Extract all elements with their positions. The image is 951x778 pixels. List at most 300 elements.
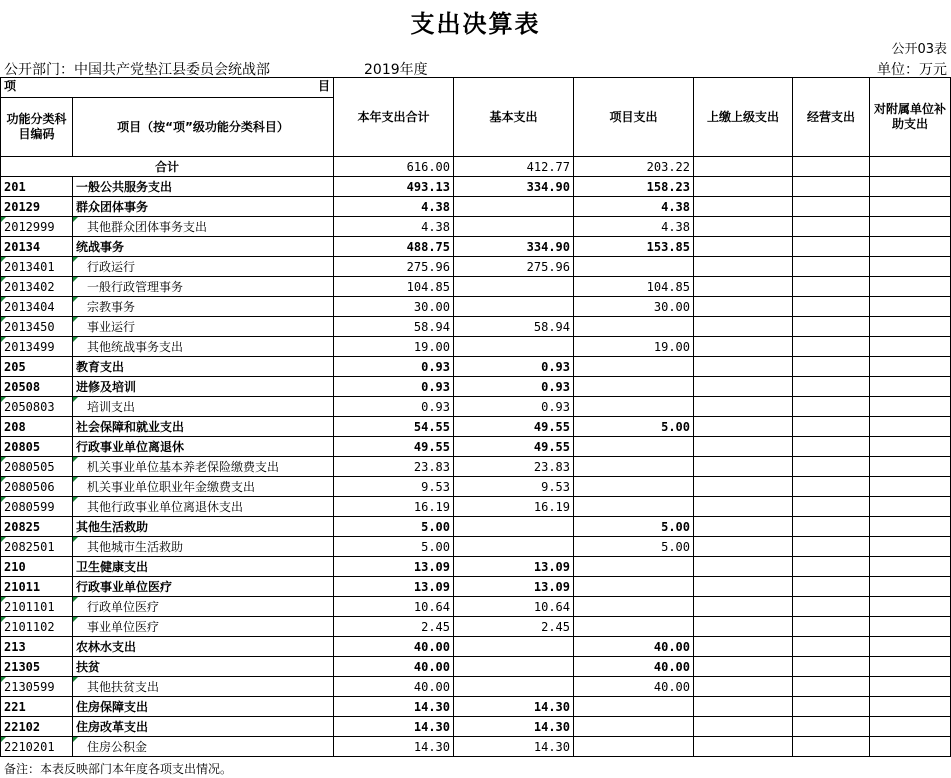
table-row [1,417,951,437]
name-cell: 其他生活救助 [73,517,334,537]
total-cell: 16.19 [334,497,454,517]
total-cell: 493.13 [334,177,454,197]
business-cell [793,537,870,557]
unit-label: 单位：万元 [877,62,947,78]
code-cell [1,457,73,477]
basic-cell [454,677,574,697]
code-text: 2210201 [4,739,55,754]
name-text: 一般行政管理事务 [87,279,184,294]
upper-cell [694,457,793,477]
name-cell: 一般公共服务支出 [73,177,334,197]
name-text: 机关事业单位职业年金缴费支出 [87,479,256,494]
project-cell: 4.38 [574,217,694,237]
business-cell [793,257,870,277]
upper-cell [694,237,793,257]
cell-marker-icon [73,217,78,222]
subsidy-cell [870,257,951,277]
table-row [1,597,951,617]
total-cell: 14.30 [334,717,454,737]
code-cell [1,217,73,237]
subsidy-cell [870,537,951,557]
basic-cell [454,217,574,237]
name-cell: 教育支出 [73,357,334,377]
business-cell [793,497,870,517]
subsidy-cell [870,417,951,437]
table-row [1,497,951,517]
name-cell [73,457,334,477]
table-row [1,737,951,757]
cell-marker-icon [73,477,78,482]
subsidy-cell [870,577,951,597]
name-cell: 统战事务 [73,237,334,257]
total-cell: 40.00 [334,637,454,657]
name-cell [73,337,334,357]
total-cell: 54.55 [334,417,454,437]
basic-cell: 14.30 [454,697,574,717]
code-text: 2101102 [4,619,55,634]
total-cell: 0.93 [334,397,454,417]
business-cell [793,717,870,737]
table-row [1,577,951,597]
total-cell: 2.45 [334,617,454,637]
cell-marker-icon [1,617,6,622]
upper-cell [694,437,793,457]
total-project: 203.22 [574,157,694,177]
total-cell: 14.30 [334,697,454,717]
project-cell: 5.00 [574,537,694,557]
header-xiang: 项 [4,79,17,93]
project-cell [574,577,694,597]
total-cell: 30.00 [334,297,454,317]
upper-cell [694,257,793,277]
total-cell: 5.00 [334,537,454,557]
basic-cell: 275.96 [454,257,574,277]
business-cell [793,657,870,677]
code-text: 2013404 [4,299,55,314]
project-cell: 5.00 [574,417,694,437]
total-cell: 13.09 [334,557,454,577]
basic-cell: 9.53 [454,477,574,497]
code-cell: 213 [1,637,73,657]
total-cell: 275.96 [334,257,454,277]
code-text: 2012999 [4,219,55,234]
code-cell [1,317,73,337]
code-text: 2080599 [4,499,55,514]
name-cell [73,257,334,277]
name-cell: 社会保障和就业支出 [73,417,334,437]
name-cell [73,317,334,337]
cell-marker-icon [1,257,6,262]
business-cell [793,277,870,297]
header-subsidy: 对附属单位补助支出 [870,78,951,157]
basic-cell: 13.09 [454,557,574,577]
business-cell [793,617,870,637]
subsidy-cell [870,177,951,197]
subsidy-cell [870,657,951,677]
name-cell: 住房改革支出 [73,717,334,737]
upper-cell [694,577,793,597]
basic-cell: 10.64 [454,597,574,617]
upper-cell [694,597,793,617]
table-row [1,437,951,457]
name-cell [73,297,334,317]
upper-cell [694,717,793,737]
business-cell [793,677,870,697]
table-row [1,277,951,297]
code-cell [1,257,73,277]
total-cell: 23.83 [334,457,454,477]
header-mu: 目 [317,79,330,93]
header-basic: 基本支出 [454,78,574,157]
table-row [1,657,951,677]
cell-marker-icon [73,617,78,622]
name-cell [73,277,334,297]
cell-marker-icon [73,337,78,342]
cell-marker-icon [1,597,6,602]
upper-cell [694,637,793,657]
basic-cell [454,197,574,217]
code-cell [1,597,73,617]
total-sum: 616.00 [334,157,454,177]
total-cell: 4.38 [334,217,454,237]
basic-cell: 334.90 [454,177,574,197]
basic-cell: 16.19 [454,497,574,517]
upper-cell [694,397,793,417]
code-cell: 20805 [1,437,73,457]
total-cell: 19.00 [334,337,454,357]
table-row [1,677,951,697]
footnote: 备注：本表反映部门本年度各项支出情况。 [4,762,233,776]
basic-cell [454,537,574,557]
cell-marker-icon [73,297,78,302]
name-cell: 进修及培训 [73,377,334,397]
basic-cell [454,337,574,357]
business-cell [793,237,870,257]
cell-marker-icon [1,297,6,302]
code-cell: 208 [1,417,73,437]
code-text: 2130599 [4,679,55,694]
name-cell [73,397,334,417]
upper-cell [694,697,793,717]
upper-cell [694,617,793,637]
name-text: 行政运行 [87,259,136,274]
cell-marker-icon [1,737,6,742]
cell-marker-icon [73,257,78,262]
name-text: 其他统战事务支出 [87,339,184,354]
upper-cell [694,497,793,517]
subsidy-cell [870,317,951,337]
total-label: 合计 [1,157,334,177]
code-cell: 210 [1,557,73,577]
upper-cell [694,417,793,437]
basic-cell: 23.83 [454,457,574,477]
business-cell [793,477,870,497]
code-text: 2080505 [4,459,55,474]
upper-cell [694,517,793,537]
code-text: 2101101 [4,599,55,614]
total-cell: 49.55 [334,437,454,457]
business-cell [793,437,870,457]
table-row [1,337,951,357]
name-cell: 扶贫 [73,657,334,677]
business-cell [793,337,870,357]
basic-cell: 49.55 [454,437,574,457]
expenditure-table [0,77,951,757]
business-cell [793,577,870,597]
code-cell [1,497,73,517]
basic-cell: 49.55 [454,417,574,437]
subsidy-cell [870,377,951,397]
business-cell [793,297,870,317]
code-text: 2013401 [4,259,55,274]
project-cell: 4.38 [574,197,694,217]
project-cell: 19.00 [574,337,694,357]
code-cell [1,737,73,757]
table-row [1,237,951,257]
table-row [1,257,951,277]
subsidy-cell [870,517,951,537]
code-cell: 21011 [1,577,73,597]
subsidy-cell [870,197,951,217]
upper-cell [694,357,793,377]
business-cell [793,557,870,577]
code-cell: 20134 [1,237,73,257]
code-cell: 205 [1,357,73,377]
name-text: 住房公积金 [87,739,148,754]
project-cell [574,317,694,337]
table-row [1,357,951,377]
code-cell [1,297,73,317]
code-text: 2013499 [4,339,55,354]
code-cell: 201 [1,177,73,197]
table-row [1,217,951,237]
total-row [1,157,951,177]
name-cell [73,617,334,637]
name-text: 行政单位医疗 [87,599,160,614]
name-cell: 群众团体事务 [73,197,334,217]
name-text: 机关事业单位基本养老保险缴费支出 [87,459,280,474]
table-row [1,297,951,317]
name-cell [73,737,334,757]
basic-cell: 14.30 [454,717,574,737]
cell-marker-icon [73,497,78,502]
project-cell [574,717,694,737]
basic-cell [454,657,574,677]
project-cell: 104.85 [574,277,694,297]
code-cell [1,397,73,417]
basic-cell: 14.30 [454,737,574,757]
code-cell [1,537,73,557]
upper-cell [694,297,793,317]
page-title: 支出决算表 [410,10,541,38]
total-cell: 5.00 [334,517,454,537]
table-row [1,377,951,397]
basic-cell: 0.93 [454,397,574,417]
basic-cell: 334.90 [454,237,574,257]
subsidy-cell [870,557,951,577]
code-cell: 20129 [1,197,73,217]
project-cell: 40.00 [574,657,694,677]
total-cell: 4.38 [334,197,454,217]
project-cell [574,357,694,377]
basic-cell: 58.94 [454,317,574,337]
cell-marker-icon [1,677,6,682]
name-cell: 住房保障支出 [73,697,334,717]
project-cell: 5.00 [574,517,694,537]
cell-marker-icon [1,217,6,222]
project-cell: 153.85 [574,237,694,257]
table-row [1,317,951,337]
code-cell [1,477,73,497]
cell-marker-icon [73,317,78,322]
name-cell [73,677,334,697]
business-cell [793,637,870,657]
project-cell [574,557,694,577]
cell-marker-icon [73,537,78,542]
code-text: 2050803 [4,399,55,414]
name-text: 其他群众团体事务支出 [87,219,208,234]
total-cell: 488.75 [334,237,454,257]
name-text: 事业运行 [87,319,136,334]
cell-marker-icon [73,677,78,682]
subsidy-cell [870,297,951,317]
upper-cell [694,677,793,697]
project-cell [574,397,694,417]
header-code: 功能分类科目编码 [1,98,73,157]
cell-marker-icon [73,737,78,742]
business-cell [793,197,870,217]
total-cell: 40.00 [334,657,454,677]
upper-cell [694,477,793,497]
project-cell [574,617,694,637]
cell-marker-icon [1,477,6,482]
name-text: 其他城市生活救助 [87,539,184,554]
table-row [1,397,951,417]
project-cell [574,597,694,617]
header-xiang-mu [1,78,334,98]
code-cell [1,277,73,297]
subsidy-cell [870,337,951,357]
cell-marker-icon [1,317,6,322]
year-label: 2019年度 [364,62,428,78]
table-row [1,477,951,497]
total-subsidy [870,157,951,177]
code-cell [1,677,73,697]
project-cell [574,377,694,397]
total-cell: 0.93 [334,357,454,377]
header-name: 项目（按“项”级功能分类科目） [73,98,334,157]
business-cell [793,357,870,377]
subsidy-cell [870,677,951,697]
project-cell: 158.23 [574,177,694,197]
code-cell [1,337,73,357]
name-text: 其他扶贫支出 [87,679,160,694]
subsidy-cell [870,437,951,457]
code-text: 2080506 [4,479,55,494]
form-number: 公开03表 [891,42,947,57]
code-cell [1,617,73,637]
name-text: 培训支出 [87,399,136,414]
total-cell: 0.93 [334,377,454,397]
name-text: 事业单位医疗 [87,619,160,634]
subsidy-cell [870,357,951,377]
business-cell [793,377,870,397]
cell-marker-icon [1,497,6,502]
table-row [1,557,951,577]
header-project: 项目支出 [574,78,694,157]
subsidy-cell [870,617,951,637]
cell-marker-icon [1,337,6,342]
upper-cell [694,557,793,577]
name-cell: 行政事业单位离退休 [73,437,334,457]
basic-cell [454,277,574,297]
table-row [1,637,951,657]
subsidy-cell [870,737,951,757]
upper-cell [694,377,793,397]
project-cell [574,257,694,277]
upper-cell [694,537,793,557]
code-cell: 22102 [1,717,73,737]
upper-cell [694,177,793,197]
upper-cell [694,277,793,297]
basic-cell [454,517,574,537]
total-business [793,157,870,177]
basic-cell: 13.09 [454,577,574,597]
upper-cell [694,197,793,217]
cell-marker-icon [1,397,6,402]
total-cell: 14.30 [334,737,454,757]
subsidy-cell [870,237,951,257]
project-cell [574,737,694,757]
basic-cell [454,297,574,317]
code-text: 2082501 [4,539,55,554]
total-cell: 10.64 [334,597,454,617]
table-row [1,457,951,477]
basic-cell: 2.45 [454,617,574,637]
code-text: 2013402 [4,279,55,294]
subsidy-cell [870,477,951,497]
project-cell [574,697,694,717]
project-cell: 40.00 [574,637,694,657]
cell-marker-icon [73,597,78,602]
basic-cell: 0.93 [454,377,574,397]
subsidy-cell [870,697,951,717]
department-label: 公开部门：中国共产党垫江县委员会统战部 [4,62,270,78]
total-cell: 40.00 [334,677,454,697]
name-cell [73,497,334,517]
cell-marker-icon [1,537,6,542]
business-cell [793,737,870,757]
code-cell: 20508 [1,377,73,397]
cell-marker-icon [1,457,6,462]
project-cell: 40.00 [574,677,694,697]
header-upper: 上缴上级支出 [694,78,793,157]
upper-cell [694,657,793,677]
table-row [1,197,951,217]
code-text: 2013450 [4,319,55,334]
name-cell: 农林水支出 [73,637,334,657]
business-cell [793,177,870,197]
subsidy-cell [870,497,951,517]
project-cell [574,457,694,477]
table-row [1,617,951,637]
table-row [1,697,951,717]
code-cell: 20825 [1,517,73,537]
upper-cell [694,737,793,757]
name-cell [73,537,334,557]
business-cell [793,317,870,337]
business-cell [793,457,870,477]
